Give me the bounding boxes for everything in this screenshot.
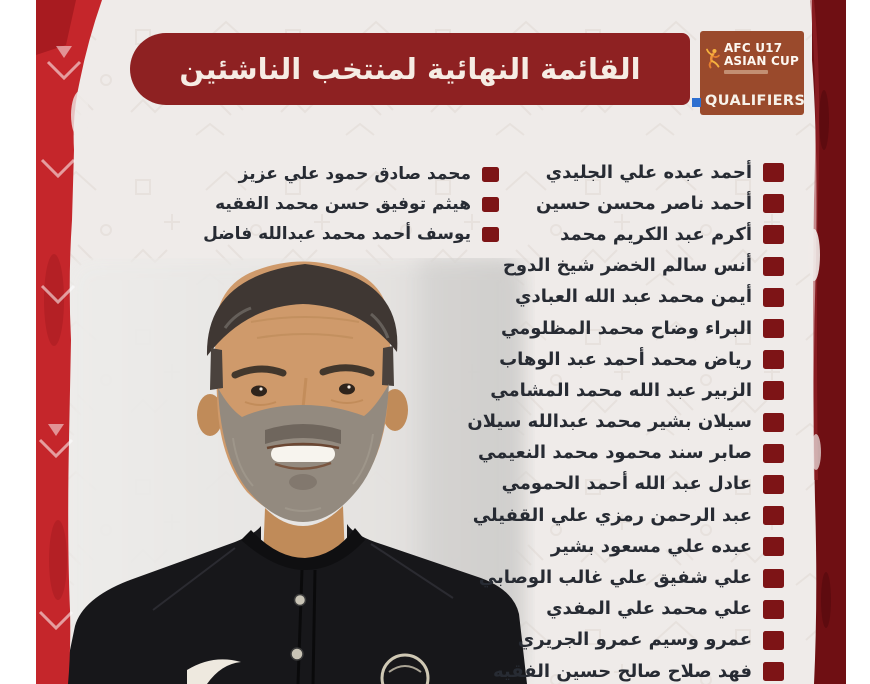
afc-logo	[700, 31, 804, 115]
player-row	[69, 189, 499, 219]
bullet-icon	[763, 506, 784, 525]
bullet-icon	[763, 319, 784, 338]
player-row	[69, 159, 499, 189]
player-row	[39, 562, 784, 593]
player-name: أنس سالم الخضر شيخ الدوح	[502, 255, 752, 277]
bullet-icon	[763, 194, 784, 213]
player-name: أحمد عبده علي الجليدي	[545, 161, 752, 183]
bullet-icon	[763, 537, 784, 556]
logo-line2: ASIAN CUP	[723, 54, 799, 68]
player-name: علي محمد علي المفدي	[546, 598, 752, 620]
bullet-icon	[763, 288, 784, 307]
bullet-icon	[763, 225, 784, 244]
player-row	[39, 500, 784, 531]
player-name: صابر سند محمود محمد النعيمي	[478, 442, 752, 464]
logo-qualifiers-label: QUALIFIERS	[705, 93, 806, 109]
bullet-icon	[763, 631, 784, 650]
player-row	[39, 313, 784, 344]
player-row	[39, 656, 784, 684]
bullet-icon	[482, 167, 499, 182]
bullet-icon	[763, 350, 784, 369]
bullet-icon	[763, 381, 784, 400]
player-name: أحمد ناصر محسن حسين	[536, 192, 752, 214]
player-row	[39, 344, 784, 375]
player-name: عبد الرحمن رمزي علي القفيلي	[472, 504, 752, 526]
player-row	[39, 375, 784, 406]
player-name: أكرم عبد الكريم محمد	[560, 223, 752, 245]
bullet-icon	[482, 227, 499, 242]
bullet-icon	[763, 475, 784, 494]
player-name: فهد صلاح صالح حسين الفقيه	[493, 660, 752, 682]
player-name: محمد صادق حمود علي عزيز	[238, 163, 471, 184]
player-row	[39, 531, 784, 562]
player-row	[39, 251, 784, 282]
player-name: سيلان بشير محمد عبدالله سيلان	[467, 411, 752, 433]
player-row	[39, 407, 784, 438]
player-name: يوسف أحمد محمد عبدالله فاضل	[203, 223, 471, 244]
player-row	[39, 282, 784, 313]
logo-blue-accent	[692, 98, 701, 107]
poster-canvas	[36, 0, 846, 684]
players-list-left	[69, 159, 499, 249]
player-name: عمرو وسيم عمرو الجريري	[517, 629, 752, 651]
player-name: البراء وضاح محمد المظلومي	[500, 317, 752, 339]
bullet-icon	[763, 569, 784, 588]
afc-player-icon	[705, 38, 720, 78]
bullet-icon	[763, 444, 784, 463]
player-row	[69, 219, 499, 249]
logo-line1: AFC U17	[723, 41, 783, 56]
player-name: أيمن محمد عبد الله العبادي	[514, 286, 752, 308]
right-red-stripe	[800, 0, 846, 684]
player-row	[39, 594, 784, 625]
player-row	[39, 469, 784, 500]
title-banner	[130, 33, 690, 105]
bullet-icon	[763, 600, 784, 619]
bullet-icon	[763, 163, 784, 182]
bullet-icon	[763, 662, 784, 681]
player-name: الزبير عبد الله محمد المشامي	[490, 379, 752, 401]
player-name: رياض محمد أحمد عبد الوهاب	[499, 348, 752, 370]
player-name: هيثم توفيق حسن محمد الفقيه	[215, 193, 471, 214]
player-row	[39, 625, 784, 656]
bullet-icon	[763, 413, 784, 432]
player-name: علي شفيق علي غالب الوصابي	[478, 567, 752, 589]
bullet-icon	[763, 257, 784, 276]
player-name: عادل عبد الله أحمد الحمومي	[501, 473, 752, 495]
logo-small-text-bar	[724, 70, 768, 74]
page-title: القائمة النهائية لمنتخب الناشئين	[179, 51, 641, 86]
player-row	[39, 438, 784, 469]
player-name: عبده علي مسعود بشير	[550, 535, 752, 557]
bullet-icon	[482, 197, 499, 212]
